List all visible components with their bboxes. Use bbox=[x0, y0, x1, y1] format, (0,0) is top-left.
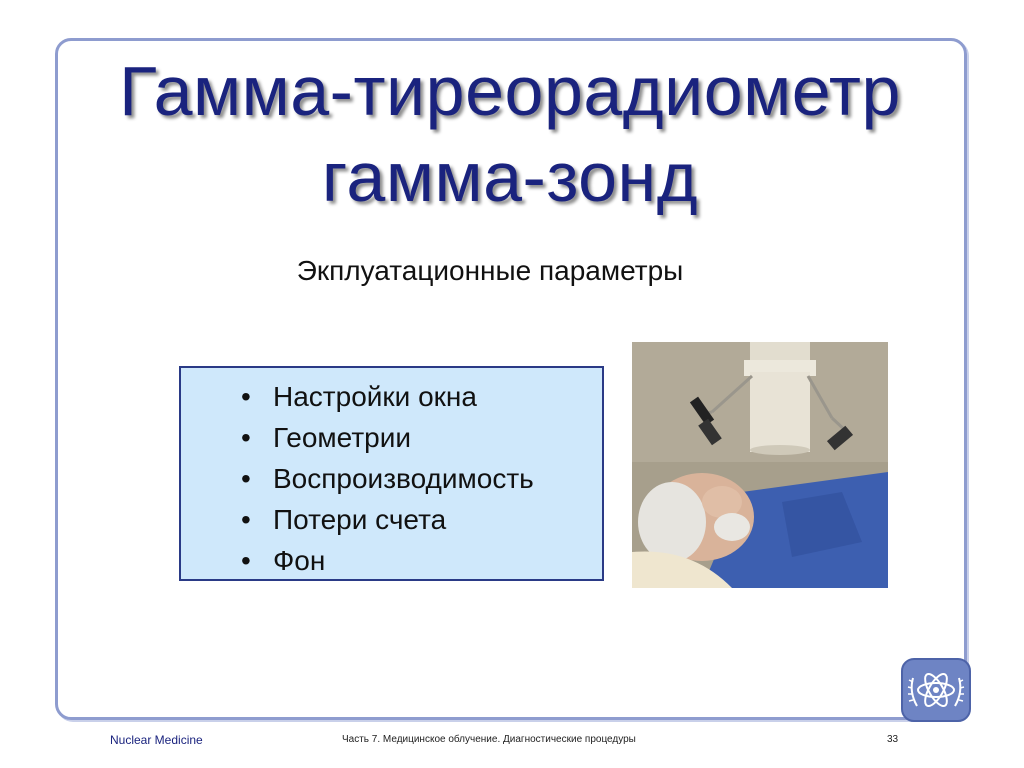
footer-course-name: Nuclear Medicine bbox=[110, 733, 203, 747]
atom-icon bbox=[901, 658, 971, 722]
probe-photo-illustration bbox=[632, 342, 888, 588]
footer-page-number: 33 bbox=[887, 734, 899, 745]
footer-part-title: Часть 7. Медицинское облучение. Диагностические процедуры bbox=[342, 734, 636, 745]
probe-photo bbox=[632, 342, 888, 588]
bullet-item: • Настройки окна bbox=[241, 376, 534, 417]
slide-subtitle: Экплуатационные параметры bbox=[296, 255, 684, 286]
bullet-item: • Геометрии bbox=[241, 417, 534, 458]
title-line-1: Гамма-тиреорадиометр bbox=[119, 52, 901, 130]
bullet-item: • Воспроизводимость bbox=[241, 458, 534, 499]
bullet-item: • Фон bbox=[241, 540, 534, 581]
slide-title bbox=[60, 48, 960, 220]
bullet-box bbox=[179, 366, 604, 581]
bullet-list bbox=[241, 376, 534, 581]
iaea-logo bbox=[901, 658, 971, 722]
bullet-item: • Потери счета bbox=[241, 499, 534, 540]
title-line-2: гамма-зонд bbox=[321, 138, 699, 216]
